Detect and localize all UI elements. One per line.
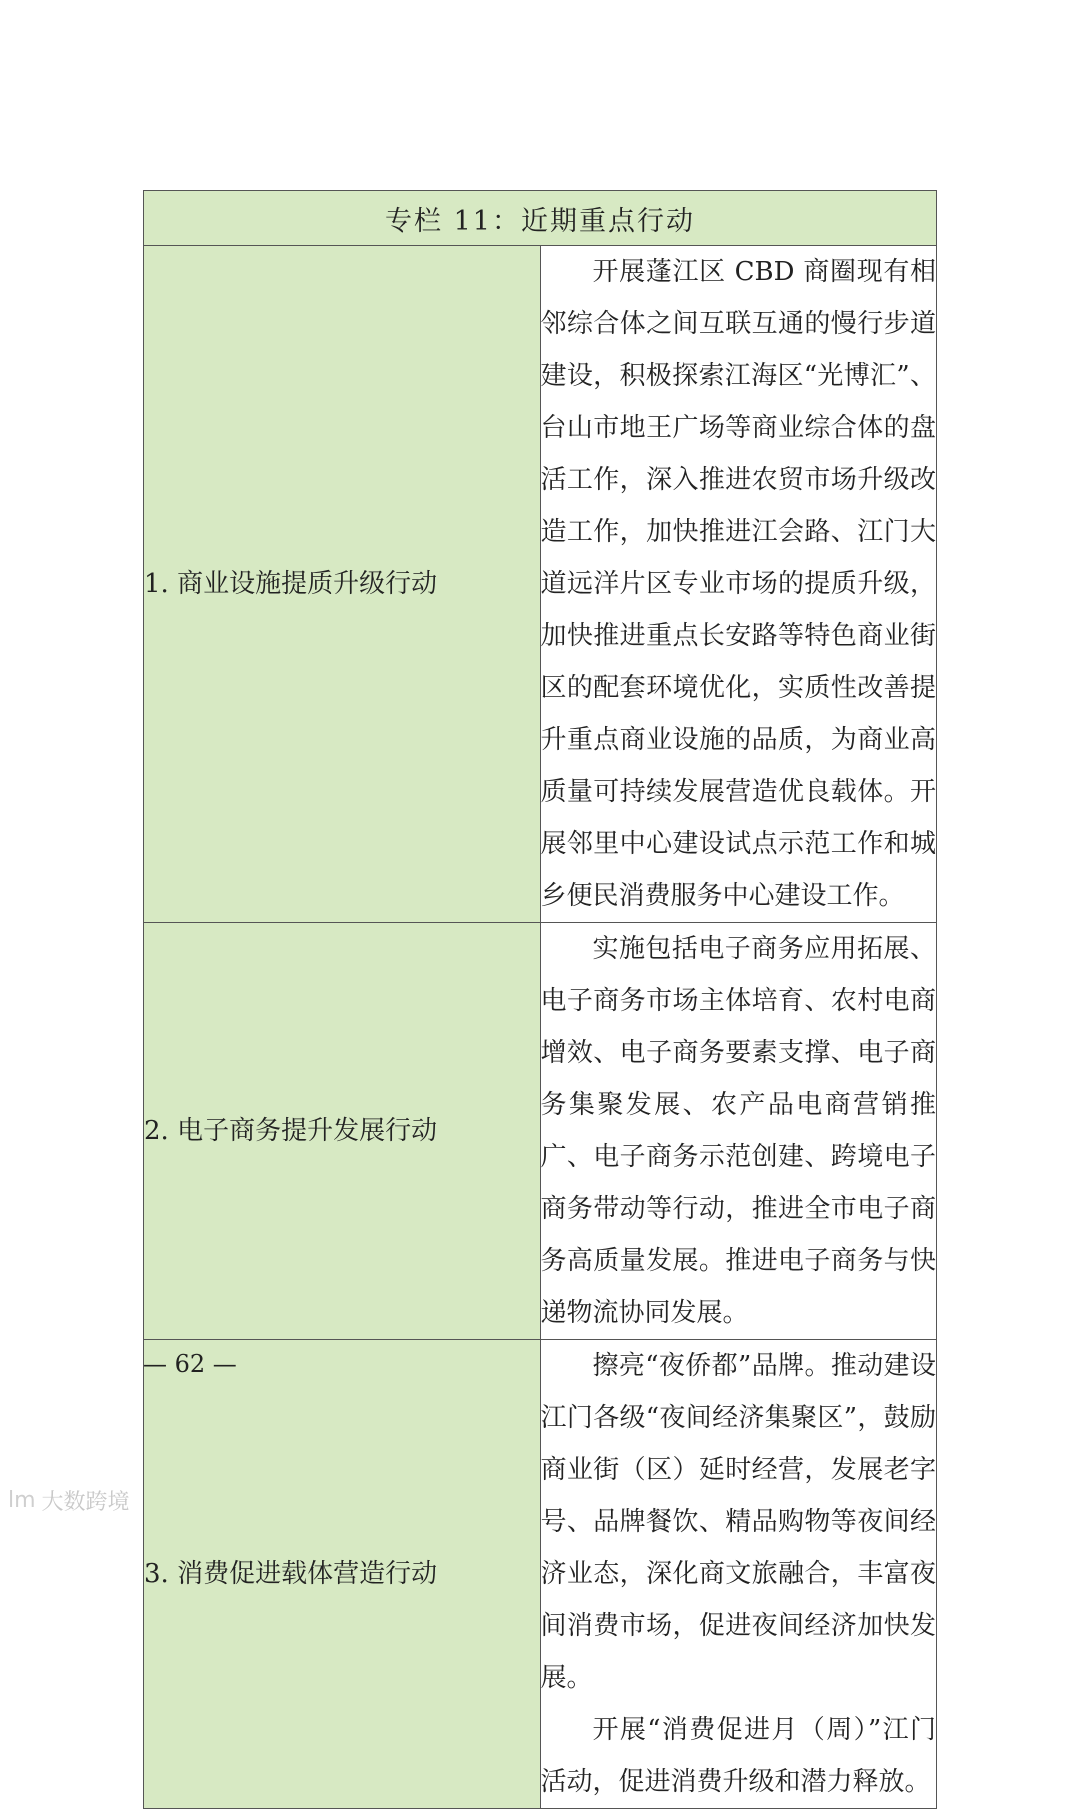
watermark-logo-icon: lm <box>8 1488 36 1513</box>
paragraph: 开展蓬江区 CBD 商圈现有相邻综合体之间互联互通的慢行步道建设，积极探索江海区“光博汇”、台山市地王广场等商业综合体的盘活工作，深入推进农贸市场升级改造工作，加快推进江会路、江门大道远洋片区专业市场的提质升级，加快推进重点长安路等特色商业街区的配套环境优化，实质性改善提升重点商业设施的品质，为商业高质量可持续发展营造优良载体。开展邻里中心建设试点示范工作和城乡便民消费服务中心建设工作。 <box>540 257 936 911</box>
row-content <box>540 923 937 1340</box>
table-row <box>144 246 937 923</box>
paragraph: 开展“消费促进月（周）”江门活动，促进消费升级和潜力释放。 <box>540 1715 936 1797</box>
table-row <box>144 1340 937 1809</box>
row-label: 3. 消费促进载体营造行动 <box>144 1340 541 1809</box>
watermark <box>8 1485 130 1516</box>
column-box-table <box>143 190 937 1809</box>
row-content <box>540 1340 937 1809</box>
paragraph: 实施包括电子商务应用拓展、电子商务市场主体培育、农村电商增效、电子商务要素支撑、电子商务集聚发展、农产品电商营销推广、电子商务示范创建、跨境电子商务带动等行动，推进全市电子商务高质量发展。推进电子商务与快递物流协同发展。 <box>540 934 936 1328</box>
row-content <box>540 246 937 923</box>
row-label: 1. 商业设施提质升级行动 <box>144 246 541 923</box>
table-title: 专栏 11：近期重点行动 <box>144 191 937 246</box>
row-label: 2. 电子商务提升发展行动 <box>144 923 541 1340</box>
paragraph: 擦亮“夜侨都”品牌。推动建设江门各级“夜间经济集聚区”，鼓励商业街（区）延时经营，发展老字号、品牌餐饮、精品购物等夜间经济业态，深化商文旅融合，丰富夜间消费市场，促进夜间经济加快发展。 <box>540 1351 936 1693</box>
page-number: — 62 — <box>143 1350 237 1378</box>
watermark-text: 大数跨境 <box>41 1490 130 1515</box>
table-row <box>144 923 937 1340</box>
